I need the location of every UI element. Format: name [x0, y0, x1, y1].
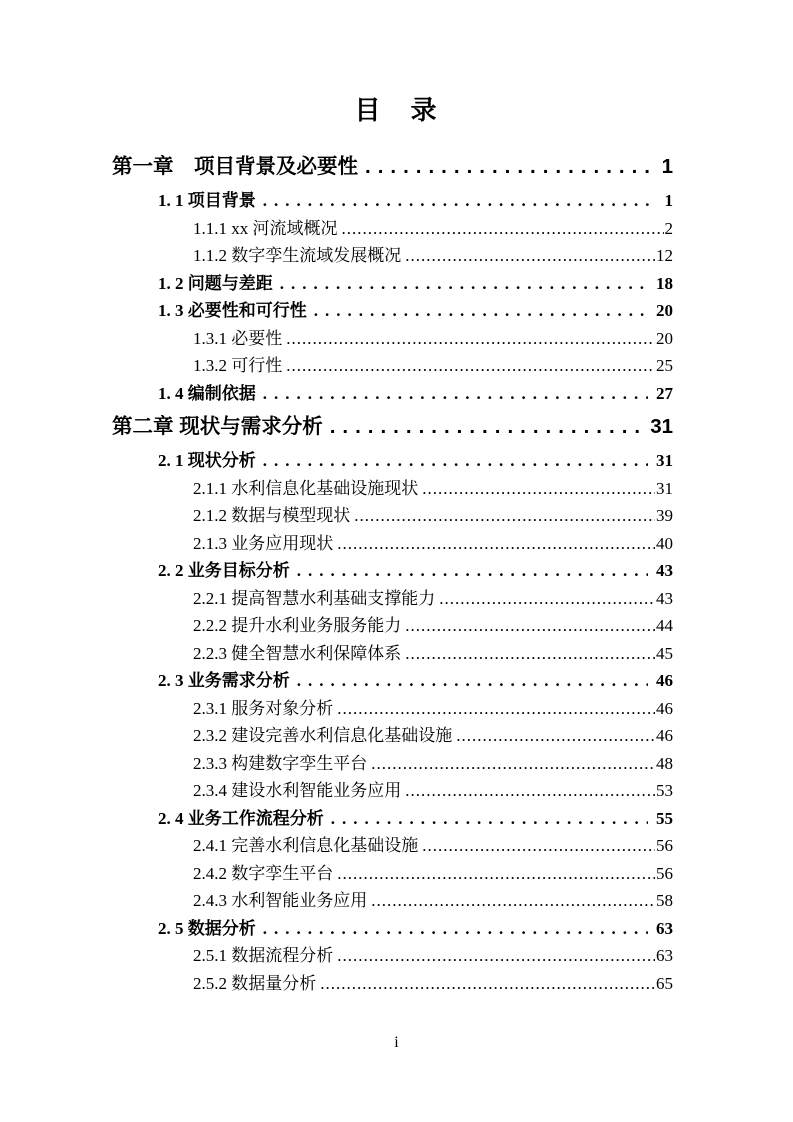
toc-entry-label: 2.3.3 构建数字孪生平台 — [193, 753, 368, 773]
toc-entry-label: 2.1.1 水利信息化基础设施现状 — [193, 478, 419, 498]
toc-entry-label: 2.3.1 服务对象分析 — [193, 698, 334, 718]
toc-entry[interactable] — [112, 502, 673, 530]
toc-entry[interactable] — [112, 695, 673, 723]
dot-leader — [286, 325, 655, 353]
toc-entry-page: 43 — [656, 561, 673, 580]
toc-entry-page: 55 — [656, 808, 673, 828]
toc-entry-label: 2. 1 现状分析 — [158, 451, 256, 470]
toc-entry-page: 53 — [656, 781, 673, 800]
toc-entry-label: 2.3.4 建设水利智能业务应用 — [193, 781, 402, 800]
toc-entry[interactable] — [112, 750, 673, 778]
dot-leader — [422, 475, 655, 503]
toc-entry[interactable] — [112, 352, 673, 380]
toc-entry-page: 12 — [656, 246, 673, 265]
dot-leader — [294, 667, 648, 695]
dot-leader — [337, 860, 655, 888]
dot-leader — [286, 352, 655, 380]
toc-entry-page: 1 — [664, 191, 673, 210]
toc-entry[interactable] — [112, 242, 673, 270]
toc-entry-page: 63 — [656, 946, 673, 965]
toc-entry-page: 18 — [656, 273, 673, 293]
toc-entry-page: 20 — [656, 328, 673, 348]
dot-leader — [439, 585, 655, 613]
toc-entry[interactable] — [112, 380, 673, 408]
toc-entry[interactable] — [112, 152, 673, 182]
toc-entry-label: 2. 3 业务需求分析 — [158, 671, 290, 690]
toc-entry-page: 2 — [664, 218, 673, 238]
toc-entry-label: 2.2.1 提高智慧水利基础支撑能力 — [193, 588, 436, 608]
toc-entry-page: 46 — [656, 671, 673, 690]
dot-leader — [405, 242, 655, 270]
dot-leader — [371, 887, 655, 915]
toc-entry-label: 2.2.3 健全智慧水利保障体系 — [193, 643, 402, 663]
toc-list — [112, 152, 673, 997]
toc-entry-page: 58 — [656, 891, 673, 910]
toc-entry-label: 1. 1 项目背景 — [158, 191, 256, 210]
dot-leader — [362, 152, 654, 182]
dot-leader — [260, 380, 648, 408]
dot-leader — [337, 942, 655, 970]
toc-title: 目 录 — [354, 95, 439, 125]
toc-entry-page: 1 — [661, 155, 673, 178]
dot-leader — [405, 640, 655, 668]
toc-entry-page: 27 — [656, 383, 673, 403]
toc-entry-page: 39 — [656, 506, 673, 525]
toc-entry-label: 1. 4 编制依据 — [158, 383, 256, 403]
toc-entry-page: 20 — [656, 301, 673, 320]
dot-leader — [337, 530, 655, 558]
dot-leader — [277, 270, 648, 298]
toc-entry-page: 31 — [656, 478, 673, 498]
toc-entry-label: 1. 2 问题与差距 — [158, 273, 273, 293]
dot-leader — [260, 915, 648, 943]
toc-entry-page: 31 — [656, 451, 673, 470]
toc-entry[interactable] — [112, 447, 673, 475]
toc-entry[interactable] — [112, 412, 673, 442]
toc-entry[interactable] — [112, 187, 673, 215]
dot-leader — [260, 187, 657, 215]
dot-leader — [422, 832, 655, 860]
toc-entry[interactable] — [112, 270, 673, 298]
toc-entry[interactable] — [112, 612, 673, 640]
toc-entry-page: 46 — [656, 726, 673, 745]
toc-entry[interactable] — [112, 942, 673, 970]
toc-entry-page: 25 — [656, 356, 673, 375]
toc-entry-page: 56 — [656, 863, 673, 883]
toc-entry-label: 2.4.2 数字孪生平台 — [193, 863, 334, 883]
toc-entry[interactable] — [112, 970, 673, 998]
toc-entry[interactable] — [112, 325, 673, 353]
toc-entry-label: 2. 4 业务工作流程分析 — [158, 808, 324, 828]
page-number-footer: i — [394, 1034, 399, 1051]
toc-entry-label: 2. 5 数据分析 — [158, 918, 256, 938]
dot-leader — [311, 297, 648, 325]
dot-leader — [294, 557, 648, 585]
toc-entry-label: 第一章 项目背景及必要性 — [112, 155, 358, 178]
dot-leader — [260, 447, 648, 475]
dot-leader — [354, 502, 655, 530]
dot-leader — [327, 412, 642, 442]
dot-leader — [320, 970, 655, 998]
toc-entry-label: 1.3.2 可行性 — [193, 356, 283, 375]
toc-entry-page: 46 — [656, 698, 673, 718]
toc-entry-label: 2.5.2 数据量分析 — [193, 973, 317, 993]
toc-entry[interactable] — [112, 887, 673, 915]
toc-entry-label: 1.3.1 必要性 — [193, 328, 283, 348]
dot-leader — [342, 215, 664, 243]
dot-leader — [456, 722, 655, 750]
toc-entry[interactable] — [112, 557, 673, 585]
toc-entry-label: 1. 3 必要性和可行性 — [158, 301, 307, 320]
toc-entry[interactable] — [112, 667, 673, 695]
toc-entry-label: 第二章 现状与需求分析 — [112, 415, 323, 438]
toc-entry-label: 2.1.3 业务应用现状 — [193, 533, 334, 553]
toc-entry[interactable] — [112, 860, 673, 888]
toc-entry-page: 63 — [656, 918, 673, 938]
toc-entry-page: 44 — [656, 616, 673, 635]
dot-leader — [405, 777, 655, 805]
toc-entry-label: 2.4.3 水利智能业务应用 — [193, 891, 368, 910]
dot-leader — [337, 695, 655, 723]
toc-entry[interactable] — [112, 777, 673, 805]
toc-entry-page: 56 — [656, 836, 673, 855]
toc-entry-label: 2.3.2 建设完善水利信息化基础设施 — [193, 726, 453, 745]
toc-entry-label: 2.4.1 完善水利信息化基础设施 — [193, 836, 419, 855]
toc-entry[interactable] — [112, 640, 673, 668]
toc-entry-label: 2.2.2 提升水利业务服务能力 — [193, 616, 402, 635]
toc-entry-label: 2. 2 业务目标分析 — [158, 561, 290, 580]
toc-entry-label: 2.5.1 数据流程分析 — [193, 946, 334, 965]
dot-leader — [328, 805, 648, 833]
toc-entry-page: 65 — [656, 973, 673, 993]
toc-entry[interactable] — [112, 530, 673, 558]
toc-entry-page: 40 — [656, 533, 673, 553]
toc-entry-label: 1.1.2 数字孪生流域发展概况 — [193, 246, 402, 265]
toc-entry-label: 2.1.2 数据与模型现状 — [193, 506, 351, 525]
toc-entry[interactable] — [112, 805, 673, 833]
toc-entry-page: 31 — [650, 415, 673, 438]
toc-entry[interactable] — [112, 585, 673, 613]
toc-entry[interactable] — [112, 832, 673, 860]
toc-entry-page: 43 — [656, 588, 673, 608]
toc-entry[interactable] — [112, 215, 673, 243]
dot-leader — [405, 612, 655, 640]
toc-entry[interactable] — [112, 722, 673, 750]
toc-entry[interactable] — [112, 297, 673, 325]
toc-entry-label: 1.1.1 xx 河流域概况 — [193, 218, 338, 238]
toc-entry-page: 48 — [656, 753, 673, 773]
toc-entry[interactable] — [112, 475, 673, 503]
dot-leader — [371, 750, 655, 778]
toc-entry[interactable] — [112, 915, 673, 943]
toc-entry-page: 45 — [656, 643, 673, 663]
